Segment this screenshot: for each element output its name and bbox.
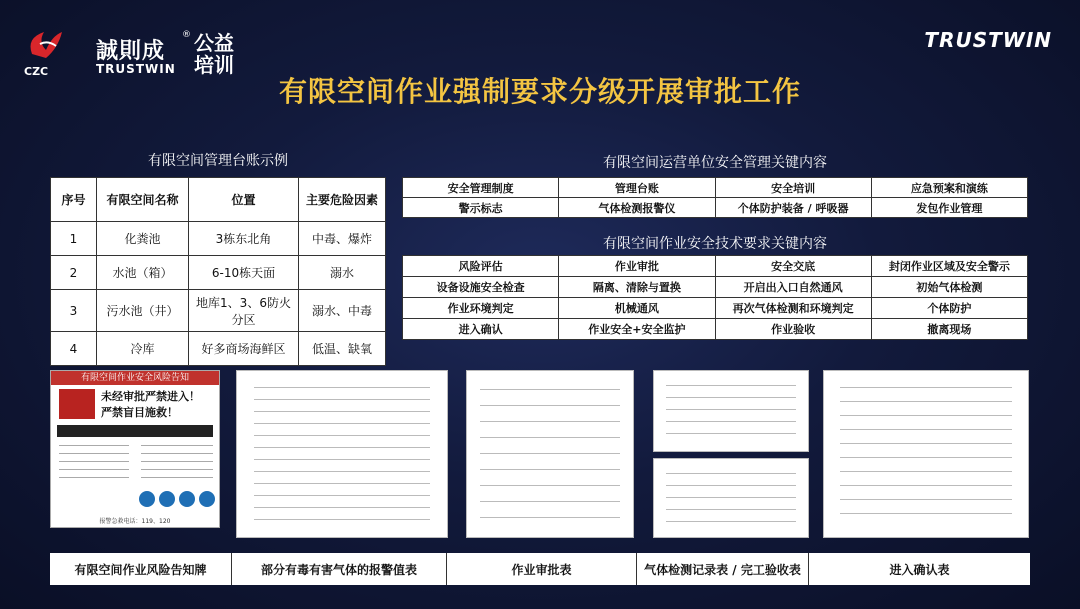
table-cell: 应急预案和演练 — [871, 178, 1027, 198]
table-header-row — [51, 178, 386, 222]
table-cell: 3 — [51, 290, 97, 332]
table-cell: 安全交底 — [715, 256, 871, 277]
table-cell: 安全培训 — [715, 178, 871, 198]
header-cell: 主要危险因素 — [299, 178, 386, 222]
acceptance-doc — [653, 458, 809, 538]
table-row — [403, 256, 1028, 277]
logo-cn: 誠則成 — [96, 39, 166, 64]
table-cell: 个体防护 — [871, 298, 1027, 319]
table-cell: 3栋东北角 — [189, 222, 299, 256]
table-cell: 作业审批 — [559, 256, 715, 277]
header-cell: 序号 — [51, 178, 97, 222]
table-row — [51, 332, 386, 366]
table-cell: 作业验收 — [715, 319, 871, 340]
table-cell: 2 — [51, 256, 97, 290]
table-row — [51, 256, 386, 290]
logo-pub: 公益培训 — [194, 31, 234, 77]
caption-entry: 进入确认表 — [889, 562, 950, 577]
gas-alarm-table-doc — [236, 370, 448, 538]
ledger-caption: 有限空间管理台账示例 — [148, 153, 288, 169]
notice-line2: 严禁盲目施救！ — [101, 406, 178, 419]
entry-confirm-doc — [823, 370, 1029, 538]
table-cell: 冷库 — [97, 332, 189, 366]
approval-form-doc — [466, 370, 634, 538]
table-cell: 作业安全+安全监护 — [559, 319, 715, 340]
table-cell: 警示标志 — [403, 198, 559, 218]
tech-caption: 有限空间作业安全技术要求关键内容 — [603, 236, 827, 252]
table-cell: 作业环境判定 — [403, 298, 559, 319]
table-cell: 初始气体检测 — [871, 277, 1027, 298]
header-cell: 位置 — [189, 178, 299, 222]
table-cell: 溺水 — [299, 256, 386, 290]
table-cell: 水池（箱） — [97, 256, 189, 290]
notice-line1: 未经审批严禁进入！ — [101, 390, 200, 403]
table-cell: 中毒、爆炸 — [299, 222, 386, 256]
header-cell: 有限空间名称 — [97, 178, 189, 222]
notice-head: 有限空间作业安全风险告知 — [51, 371, 219, 385]
caption-approval: 作业审批表 — [447, 553, 637, 585]
table-cell: 安全管理制度 — [403, 178, 559, 198]
table-cell: 4 — [51, 332, 97, 366]
table-row — [403, 198, 1028, 218]
brand-text: TRUSTWIN — [924, 28, 1052, 52]
notice-bar — [57, 425, 213, 437]
table-cell: 隔离、清除与置换 — [559, 277, 715, 298]
notice-text — [101, 389, 200, 421]
logo-mark-icon — [22, 24, 70, 68]
table-cell: 化粪池 — [97, 222, 189, 256]
table-cell: 机械通风 — [559, 298, 715, 319]
table-row — [403, 277, 1028, 298]
mgmt-table — [402, 177, 1028, 218]
table-cell: 进入确认 — [403, 319, 559, 340]
table-cell: 好多商场海鲜区 — [189, 332, 299, 366]
table-row — [403, 319, 1028, 340]
table-row — [403, 178, 1028, 198]
table-cell: 地库1、3、6防火分区 — [189, 290, 299, 332]
table-cell: 开启出入口自然通风 — [715, 277, 871, 298]
table-row — [403, 298, 1028, 319]
gas-record-doc — [653, 370, 809, 452]
table-cell: 污水池（井） — [97, 290, 189, 332]
table-cell: 设备设施安全检查 — [403, 277, 559, 298]
notice-foot: 报警急救电话：119、120 — [99, 518, 171, 525]
table-cell: 撤离现场 — [871, 319, 1027, 340]
caption-notice: 有限空间作业风险告知牌 — [50, 553, 232, 585]
caption-gas-record: 气体检测记录表 / 完工验收表 — [637, 553, 809, 585]
table-cell: 再次气体检测和环境判定 — [715, 298, 871, 319]
logo-reg: ® — [182, 30, 191, 40]
table-cell: 发包作业管理 — [871, 198, 1027, 218]
table-cell: 6-10栋天面 — [189, 256, 299, 290]
table-row — [51, 290, 386, 332]
table-cell: 溺水、中毒 — [299, 290, 386, 332]
table-cell: 低温、缺氧 — [299, 332, 386, 366]
warning-icon — [59, 389, 95, 419]
table-row — [51, 222, 386, 256]
logo — [22, 18, 232, 78]
mgmt-caption: 有限空间运营单位安全管理关键内容 — [603, 155, 827, 171]
logo-czc: CZC — [24, 65, 49, 78]
ledger-table — [50, 177, 386, 366]
caption-gas-alarm: 部分有毒有害气体的报警值表 — [232, 553, 447, 585]
bottom-caption-bar — [50, 553, 1030, 585]
logo-en: TRUSTWIN — [96, 62, 176, 76]
table-cell: 气体检测报警仪 — [559, 198, 715, 218]
table-cell: 管理台账 — [559, 178, 715, 198]
table-cell: 个体防护装备 / 呼吸器 — [715, 198, 871, 218]
table-cell: 1 — [51, 222, 97, 256]
table-cell: 封闭作业区域及安全警示 — [871, 256, 1027, 277]
tech-table — [402, 255, 1028, 340]
page-title: 有限空间作业强制要求分级开展审批工作 — [278, 75, 801, 108]
ppe-icons — [137, 489, 217, 509]
table-cell: 风险评估 — [403, 256, 559, 277]
risk-notice-board — [50, 370, 220, 528]
